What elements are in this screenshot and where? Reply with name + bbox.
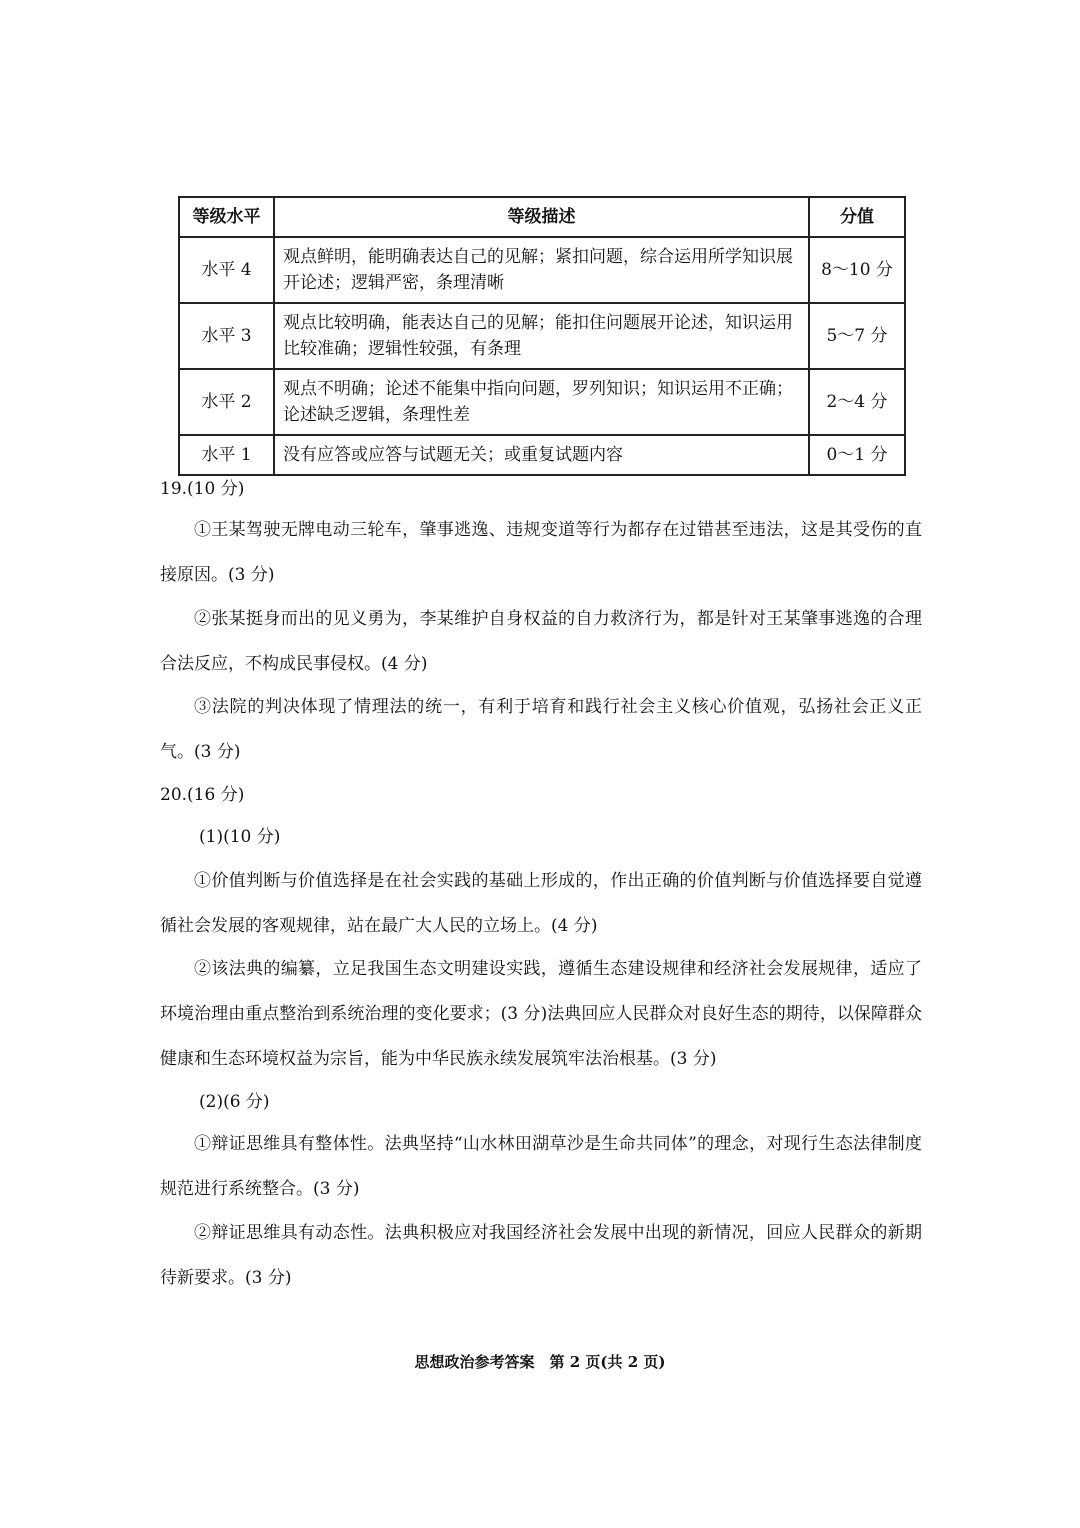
q20-part-2-point-2: ②辩证思维具有动态性。法典积极应对我国经济社会发展中出现的新情况，回应人民群众的新期待新要求。(3 分): [160, 1223, 922, 1288]
q19-point-2: ②张某挺身而出的见义勇为，李某维护自身权益的自力救济行为，都是针对王某肇事逃逸的合理合法反应，不构成民事侵权。(4 分): [160, 609, 922, 674]
score-cell: 0～1 分: [809, 435, 905, 475]
header-score: 分值: [809, 197, 905, 237]
description-cell: 观点比较明确，能表达自己的见解；能扣住问题展开论述，知识运用比较准确；逻辑性较强，有条理: [274, 303, 809, 369]
level-cell: 水平 1: [179, 435, 274, 475]
description-cell: 观点不明确；论述不能集中指向问题，罗列知识；知识运用不正确；论述缺乏逻辑，条理性差: [274, 369, 809, 435]
question-19-heading: 19.(10 分): [160, 479, 245, 499]
header-description: 等级描述: [274, 197, 809, 237]
description-cell: 观点鲜明，能明确表达自己的见解；紧扣问题，综合运用所学知识展开论述；逻辑严密，条理清晰: [274, 237, 809, 303]
q19-point-1: ①王某驾驶无牌电动三轮车，肇事逃逸、违规变道等行为都存在过错甚至违法，这是其受伤的直接原因。(3 分): [160, 520, 922, 585]
q20-part-2-point-1: ①辩证思维具有整体性。法典坚持“山水林田湖草沙是生命共同体”的理念，对现行生态法律制度规范进行系统整合。(3 分): [160, 1134, 922, 1199]
table-row: [179, 435, 905, 475]
q20-part-2-heading: (2)(6 分): [199, 1092, 270, 1112]
q20-part-1-point-1: ①价值判断与价值选择是在社会实践的基础上形成的，作出正确的价值判断与价值选择要自觉遵循社会发展的客观规律，站在最广大人民的立场上。(4 分): [160, 871, 922, 936]
table-row: [179, 237, 905, 303]
score-cell: 2～4 分: [809, 369, 905, 435]
grading-rubric-table: [178, 196, 906, 476]
header-level: 等级水平: [179, 197, 274, 237]
score-cell: 5～7 分: [809, 303, 905, 369]
level-cell: 水平 3: [179, 303, 274, 369]
question-20-heading: 20.(16 分): [160, 785, 245, 805]
level-cell: 水平 4: [179, 237, 274, 303]
page-footer: 思想政治参考答案 第 2 页(共 2 页): [414, 1353, 666, 1371]
table-header-row: [179, 197, 905, 237]
level-cell: 水平 2: [179, 369, 274, 435]
score-cell: 8～10 分: [809, 237, 905, 303]
q20-part-1-point-2: ②该法典的编纂，立足我国生态文明建设实践，遵循生态建设规律和经济社会发展规律，适应了环境治理由重点整治到系统治理的变化要求；(3 分)法典回应人民群众对良好生态的期待，以保障群众健康和生态环境权益为宗旨，能为中华民族永续发展筑牢法治根基。(3 分): [160, 959, 922, 1069]
description-cell: 没有应答或应答与试题无关；或重复试题内容: [274, 435, 809, 475]
table-row: [179, 303, 905, 369]
table-row: [179, 369, 905, 435]
q19-point-3: ③法院的判决体现了情理法的统一，有利于培育和践行社会主义核心价值观，弘扬社会正义正气。(3 分): [160, 697, 922, 762]
q20-part-1-heading: (1)(10 分): [199, 827, 281, 847]
